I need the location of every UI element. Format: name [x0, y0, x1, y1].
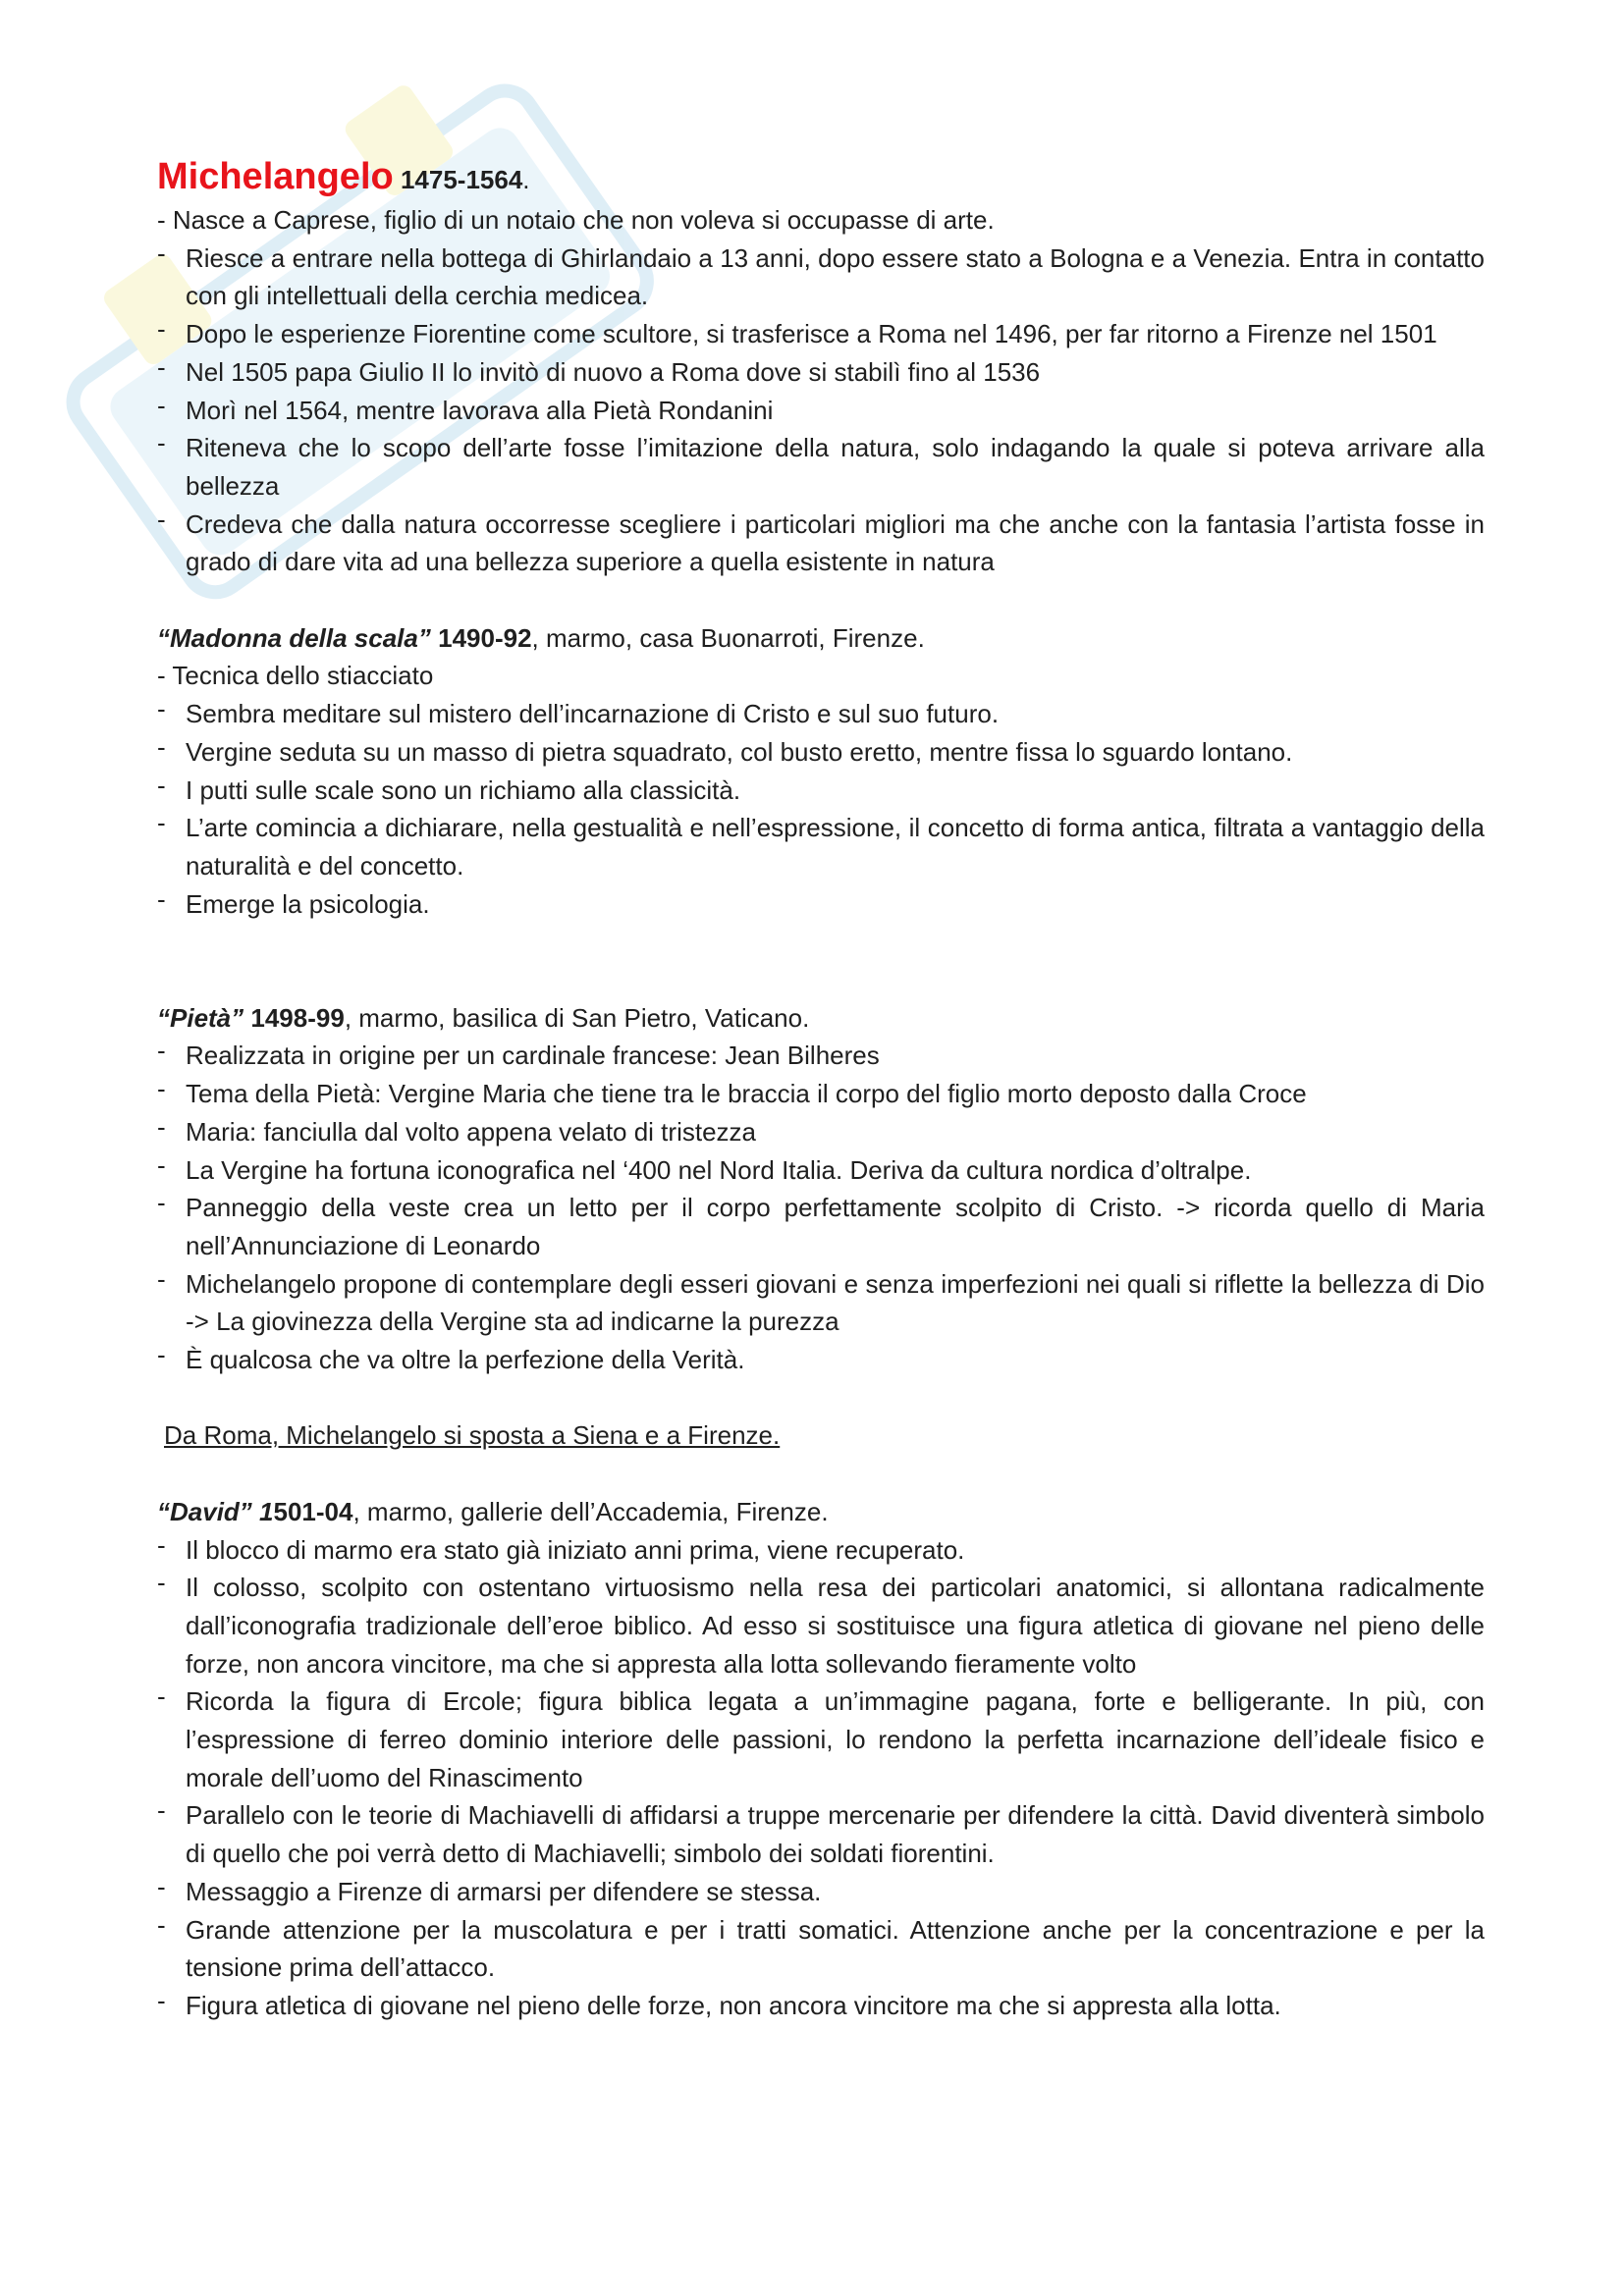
list-item: - Dopo le esperienze Fiorentine come scultore, si trasferisce a Roma nel 1496, per far ritorno a Firenze nel 1501 — [157, 315, 1485, 353]
list-item: - Parallelo con le teorie di Machiavelli di affidarsi a truppe mercenarie per difendere la città. David diventerà simbolo di quello che poi verrà detto di Machiavelli; simbolo dei soldati fiorentini. — [157, 1796, 1485, 1872]
david-years: 501-04 — [273, 1496, 353, 1526]
madonna-list — [157, 695, 1485, 923]
list-item: - La Vergine ha fortuna iconografica nel ‘400 nel Nord Italia. Deriva da cultura nordica d’oltralpe. — [157, 1151, 1485, 1190]
document-title: Michelangelo — [157, 156, 394, 197]
david-heading — [157, 1493, 1485, 1531]
document-header: Michelangelo 1475-1564. — [157, 156, 530, 197]
list-item: - Emerge la psicologia. — [157, 885, 1485, 924]
list-item: - Il colosso, scolpito con ostentano virtuosismo nella resa dei particolari anatomici, si allontana radicalmente dall’iconografia tradizionale dell’eroe biblico. Ad esso si sostituisce una figura atletica di giovane nel pieno delle forze, non ancora vincitore, ma che si appresta alla lotta sollevando fieramente volto — [157, 1569, 1485, 1682]
david-title: “David” 1 — [157, 1496, 274, 1526]
list-item: - Credeva che dalla natura occorresse scegliere i particolari migliori ma che anche con la fantasia l’artista fosse in grado di dare vita ad una bellezza superiore a quella esistente in natura — [157, 506, 1485, 581]
pieta-title: “Pietà” — [157, 1002, 244, 1033]
pieta-heading — [157, 999, 1485, 1038]
list-item: - Michelangelo propone di contemplare degli esseri giovani e senza imperfezioni nei quali si riflette la bellezza di Dio -> La giovinezza della Vergine sta ad indicarne la purezza — [157, 1265, 1485, 1341]
david-info: , marmo, gallerie dell’Accademia, Firenze. — [352, 1496, 829, 1526]
intro-list — [157, 240, 1485, 581]
list-item: - I putti sulle scale sono un richiamo alla classicità. — [157, 772, 1485, 810]
madonna-heading — [157, 619, 1485, 658]
list-item: - Tema della Pietà: Vergine Maria che tiene tra le braccia il corpo del figlio morto deposto dalla Croce — [157, 1075, 1485, 1113]
list-item: - Panneggio della veste crea un letto per il corpo perfettamente scolpito di Cristo. -> ricorda quello di Maria nell’Annunciazione di Leonardo — [157, 1189, 1485, 1264]
list-item: - Morì nel 1564, mentre lavorava alla Pietà Rondanini — [157, 392, 1485, 430]
list-item: - Maria: fanciulla dal volto appena velato di tristezza — [157, 1113, 1485, 1151]
pieta-years: 1498-99 — [250, 1002, 345, 1033]
document-page — [157, 155, 1485, 2025]
list-item: - L’arte comincia a dichiarare, nella gestualità e nell’espressione, il concetto di forma antica, filtrata a vantaggio della naturalità e del concetto. — [157, 809, 1485, 884]
pieta-list — [157, 1037, 1485, 1378]
list-item: - Figura atletica di giovane nel pieno delle forze, non ancora vincitore ma che si appresta alla lotta. — [157, 1987, 1485, 2025]
list-item: - Realizzata in origine per un cardinale francese: Jean Bilheres — [157, 1037, 1485, 1075]
list-item: - Ricorda la figura di Ercole; figura biblica legata a un’immagine pagana, forte e belligerante. In più, con l’espressione di ferreo dominio interiore delle passioni, lo rendono la perfetta incarnazione dell’ideale fisico e morale dell’uomo del Rinascimento — [157, 1682, 1485, 1796]
transition-line: Da Roma, Michelangelo si sposta a Siena e a Firenze. — [164, 1420, 781, 1451]
list-item: - Messaggio a Firenze di armarsi per difendere se stessa. — [157, 1873, 1485, 1911]
intro-first-line: - Nasce a Caprese, figlio di un notaio che non voleva si occupasse di arte. — [157, 205, 995, 235]
list-item: - Sembra meditare sul mistero dell’incarnazione di Cristo e sul suo futuro. — [157, 695, 1485, 733]
list-item: - Nel 1505 papa Giulio II lo invitò di nuovo a Roma dove si stabilì fino al 1536 — [157, 353, 1485, 392]
madonna-info: , marmo, casa Buonarroti, Firenze. — [531, 622, 925, 653]
pieta-info: , marmo, basilica di San Pietro, Vaticano. — [344, 1002, 810, 1033]
list-item: - Riteneva che lo scopo dell’arte fosse l’imitazione della natura, solo indagando la quale si poteva arrivare alla bellezza — [157, 429, 1485, 505]
madonna-first-line: - Tecnica dello stiacciato — [157, 661, 434, 691]
list-item: - Grande attenzione per la muscolatura e per i tratti somatici. Attenzione anche per la concentrazione e per la tensione prima dell’attacco. — [157, 1911, 1485, 1987]
david-list — [157, 1531, 1485, 2025]
list-item: - Riesce a entrare nella bottega di Ghirlandaio a 13 anni, dopo essere stato a Bologna e a Venezia. Entra in contatto con gli intellettuali della cerchia medicea. — [157, 240, 1485, 315]
madonna-title: “Madonna della scala” — [157, 622, 431, 653]
madonna-years: 1490-92 — [438, 622, 532, 653]
list-item: - È qualcosa che va oltre la perfezione della Verità. — [157, 1341, 1485, 1379]
list-item: - Il blocco di marmo era stato già iniziato anni prima, viene recuperato. — [157, 1531, 1485, 1570]
document-years: 1475-1564 — [400, 165, 523, 194]
list-item: - Vergine seduta su un masso di pietra squadrato, col busto eretto, mentre fissa lo sguardo lontano. — [157, 733, 1485, 772]
